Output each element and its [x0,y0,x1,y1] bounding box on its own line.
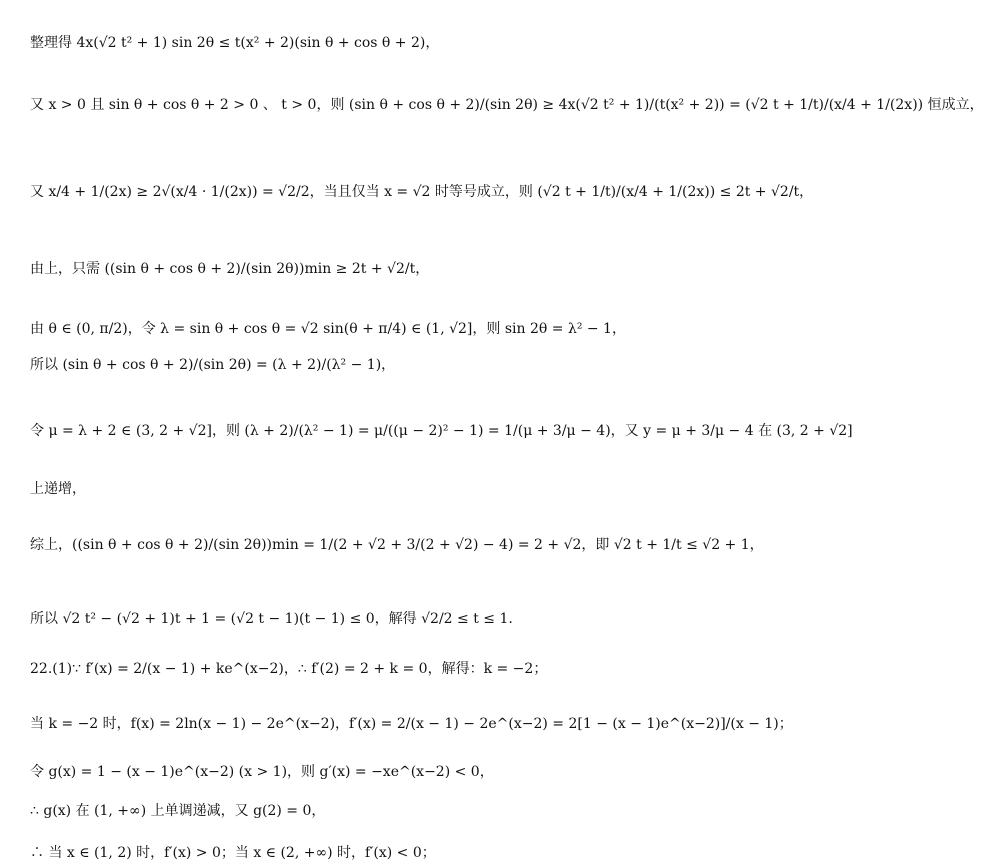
math-line-5: 由 θ ∈ (0, π/2)，令 λ = sin θ + cos θ = √2 sin(θ + π/4) ∈ (1, √2]，则 sin 2θ = λ² − 1， [30,321,626,337]
math-line-4: 由上，只需 ((sin θ + cos θ + 2)/(sin 2θ))min ≥ 2t + √2/t， [30,261,430,277]
math-line-1: 整理得 4x(√2 t² + 1) sin 2θ ≤ t(x² + 2)(sin θ + cos θ + 2)， [30,35,440,51]
math-line-10: 所以 √2 t² − (√2 + 1)t + 1 = (√2 t − 1)(t − 1) ≤ 0，解得 √2/2 ≤ t ≤ 1. [30,611,513,627]
math-line-7: 令 μ = λ + 2 ∈ (3, 2 + √2]，则 (λ + 2)/(λ² − 1) = μ/((μ − 2)² − 1) = 1/(μ + 3/μ − 4)，又 y = μ + 3/μ − 4 在 (3, 2 + √2] [30,423,853,439]
math-line-2: 又 x > 0 且 sin θ + cos θ + 2 > 0 、 t > 0，则 (sin θ + cos θ + 2)/(sin 2θ) ≥ 4x(√2 t² + 1)/(t(x² + 2)) = (√2 t + 1/t)/(x/4 + 1/(2x)) 恒成立， [30,97,984,113]
math-line-14: ∴ g(x) 在 (1, +∞) 上单调递减，又 g(2) = 0， [30,803,326,819]
math-line-15: ∴ 当 x ∈ (1, 2) 时，f′(x) > 0；当 x ∈ (2, +∞) 时，f′(x) < 0； [30,845,436,861]
math-line-12: 当 k = −2 时，f(x) = 2ln(x − 1) − 2e^(x−2)，f′(x) = 2/(x − 1) − 2e^(x−2) = 2[1 − (x − 1)e^(x−2)]/(x − 1)； [30,716,793,732]
math-line-8: 上递增， [30,481,86,497]
math-line-3: 又 x/4 + 1/(2x) ≥ 2√(x/4 · 1/(2x)) = √2/2，当且仅当 x = √2 时等号成立，则 (√2 t + 1/t)/(x/4 + 1/(2x)) ≤ 2t + √2/t， [30,184,814,200]
math-line-6: 所以 (sin θ + cos θ + 2)/(sin 2θ) = (λ + 2)/(λ² − 1)， [30,357,396,373]
math-line-13: 令 g(x) = 1 − (x − 1)e^(x−2) (x > 1)，则 g′(x) = −xe^(x−2) < 0， [30,764,494,780]
math-line-9: 综上，((sin θ + cos θ + 2)/(sin 2θ))min = 1/(2 + √2 + 3/(2 + √2) − 4) = 2 + √2，即 √2 t + 1/t ≤ √2 + 1， [30,537,764,553]
math-line-11: 22.(1)∵ f′(x) = 2/(x − 1) + ke^(x−2)，∴ f′(2) = 2 + k = 0，解得：k = −2； [30,661,548,677]
